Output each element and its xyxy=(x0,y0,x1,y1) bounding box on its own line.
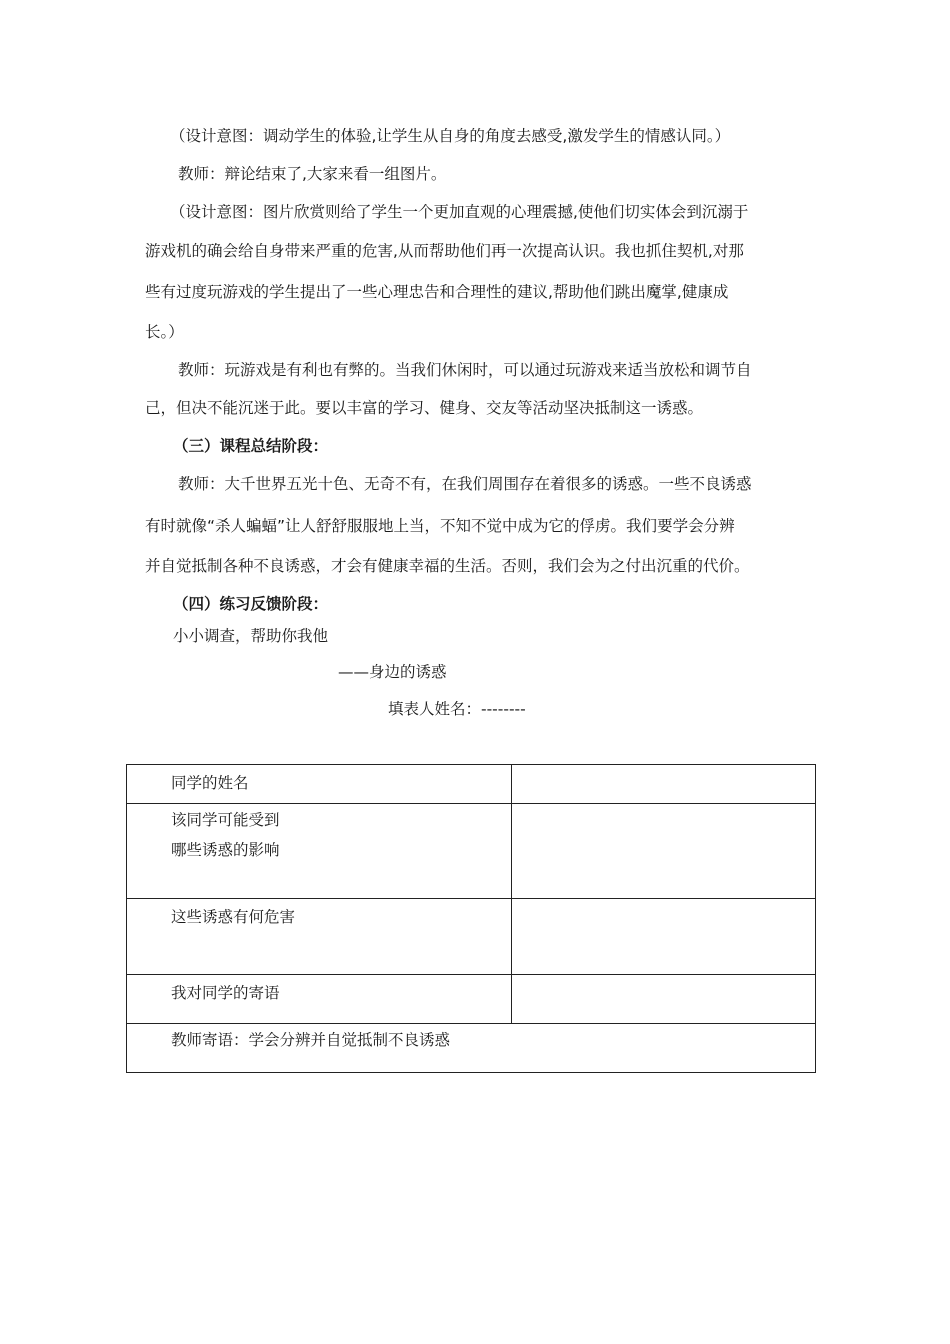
design-intent-paragraph-2-line-1: （设计意图：图片欣赏则给了学生一个更加直观的心理震撼,使他们切实体会到沉溺于 xyxy=(170,203,749,221)
survey-subtitle: ——身边的诱惑 xyxy=(338,663,447,681)
design-intent-paragraph-2-line-4: 长。） xyxy=(145,323,184,341)
temptation-influence-label xyxy=(127,804,512,899)
temptation-harm-cell[interactable] xyxy=(512,899,816,975)
design-intent-paragraph-1: （设计意图：调动学生的体验,让学生从自身的角度去感受,激发学生的情感认同。） xyxy=(170,127,731,145)
design-intent-paragraph-2-line-2: 游戏机的确会给自身带来严重的危害,从而帮助他们再一次提高认识。我也抓住契机,对那 xyxy=(145,242,744,260)
my-message-label: 我对同学的寄语 xyxy=(127,975,512,1024)
teacher-paragraph-games-line-1: 教师：玩游戏是有利也有弊的。当我们休闲时，可以通过玩游戏来适当放松和调节自 xyxy=(178,361,752,379)
classmate-name-label: 同学的姓名 xyxy=(127,765,512,804)
teacher-paragraph-games-line-2: 己，但决不能沉迷于此。要以丰富的学习、健身、交友等活动坚决抵制这一诱惑。 xyxy=(145,399,704,417)
section-heading-practice: （四）练习反馈阶段： xyxy=(173,595,329,613)
temptation-influence-label-line-2: 哪些诱惑的影响 xyxy=(171,841,280,859)
table-row xyxy=(127,765,816,804)
teacher-message: 教师寄语：学会分辨并自觉抵制不良诱惑 xyxy=(127,1024,816,1073)
teacher-summary-line-3: 并自觉抵制各种不良诱惑，才会有健康幸福的生活。否则，我们会为之付出沉重的代价。 xyxy=(145,557,750,575)
temptation-harm-label: 这些诱惑有何危害 xyxy=(127,899,512,975)
teacher-summary-line-2: 有时就像“杀人蝙蝠”让人舒舒服服地上当，不知不觉中成为它的俘虏。我们要学会分辨 xyxy=(145,517,735,535)
classmate-name-cell[interactable] xyxy=(512,765,816,804)
table-row xyxy=(127,804,816,899)
section-heading-summary: （三）课程总结阶段： xyxy=(173,437,329,455)
table-row xyxy=(127,899,816,975)
temptation-influence-cell[interactable] xyxy=(512,804,816,899)
filler-name-line: 填表人姓名：-------- xyxy=(388,700,526,718)
teacher-paragraph-debate: 教师：辩论结束了,大家来看一组图片。 xyxy=(178,165,447,183)
survey-title: 小小调查，帮助你我他 xyxy=(173,627,329,645)
my-message-cell[interactable] xyxy=(512,975,816,1024)
table-row xyxy=(127,1024,816,1073)
temptation-influence-label-line-1: 该同学可能受到 xyxy=(171,811,280,829)
design-intent-paragraph-2-line-3: 些有过度玩游戏的学生提出了一些心理忠告和合理性的建议,帮助他们跳出魔掌,健康成 xyxy=(145,283,729,301)
survey-table xyxy=(126,764,816,1073)
teacher-summary-line-1: 教师：大千世界五光十色、无奇不有，在我们周围存在着很多的诱惑。一些不良诱惑 xyxy=(178,475,752,493)
table-row xyxy=(127,975,816,1024)
